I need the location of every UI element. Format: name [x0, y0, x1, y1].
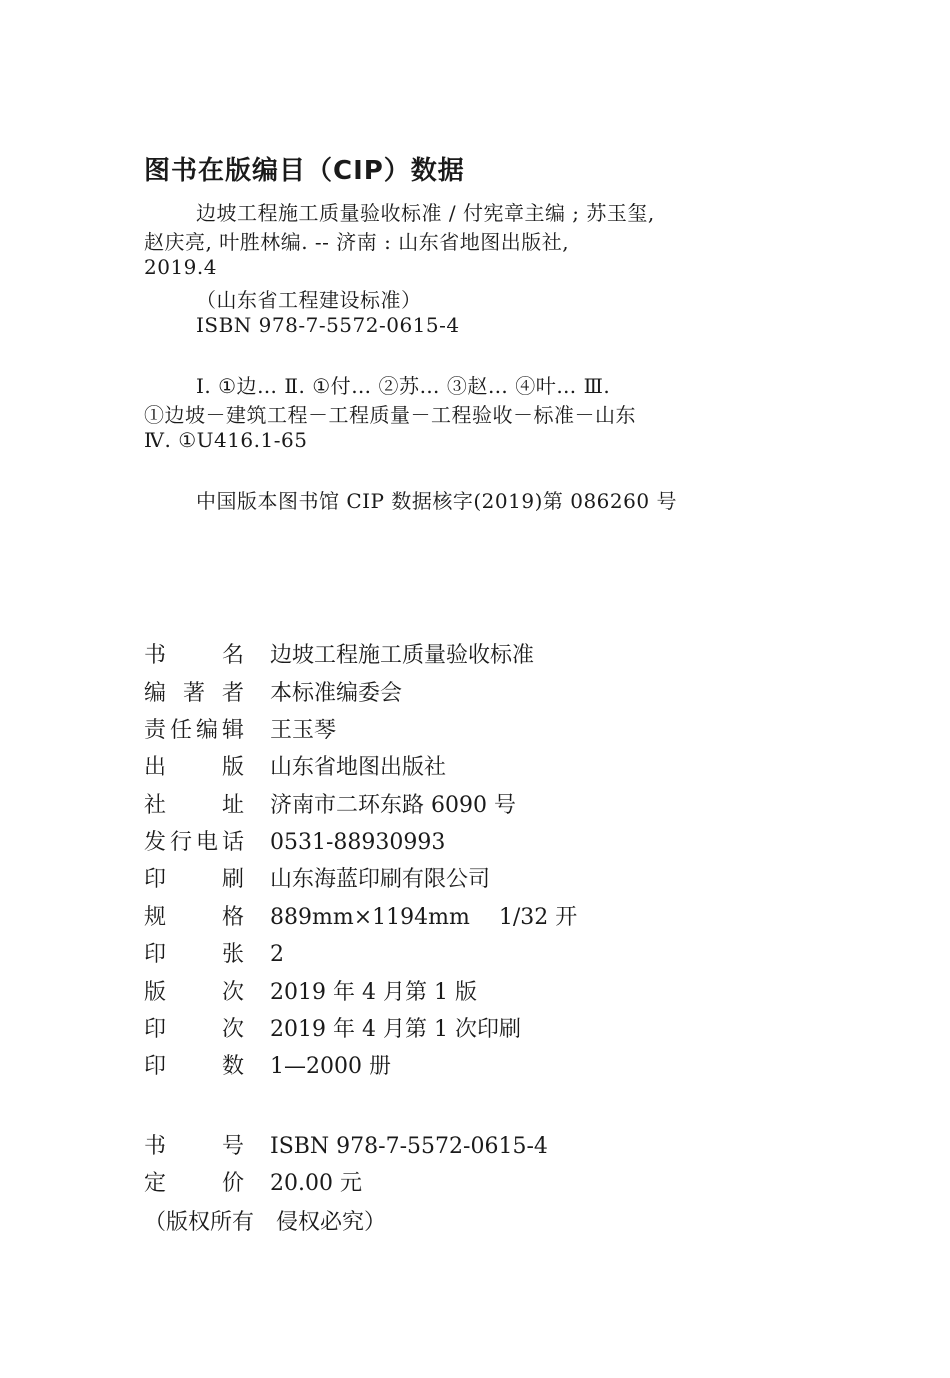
- info-label: [144, 864, 244, 896]
- cip-line: ①边坡－建筑工程－工程质量－工程验收－标准－山东: [144, 403, 636, 427]
- info-label: [144, 752, 244, 784]
- info-label: [144, 1131, 244, 1163]
- info-label-char: 编: [144, 681, 167, 706]
- info-label-char: 格: [221, 905, 244, 930]
- info-label-char: 任: [169, 718, 192, 743]
- info-label: [144, 715, 244, 747]
- info-label-char: 版: [221, 755, 244, 780]
- cip-line: Ⅳ. ①U416.1-65: [144, 428, 308, 452]
- info-label-char: 电: [195, 830, 218, 855]
- info-label-char: 张: [221, 942, 244, 967]
- info-label-char: 定: [144, 1171, 167, 1196]
- info-label-char: 规: [144, 905, 167, 930]
- info-value: 889mm×1194mm 1/32 开: [270, 905, 578, 930]
- info-label-char: 版: [144, 980, 167, 1005]
- info-label-char: 行: [169, 830, 192, 855]
- info-value: 2019 年 4 月第 1 版: [270, 980, 477, 1005]
- info-label-char: 数: [221, 1054, 244, 1079]
- info-value: 济南市二环东路 6090 号: [270, 793, 516, 818]
- info-value: 山东海蓝印刷有限公司: [270, 867, 491, 892]
- info-label-char: 书: [144, 643, 167, 668]
- info-label-char: 出: [144, 755, 167, 780]
- info-value: 20.00 元: [270, 1171, 362, 1196]
- cip-line: 赵庆亮, 叶胜林编. -- 济南 : 山东省地图出版社,: [144, 230, 570, 254]
- info-label-char: 址: [221, 793, 244, 818]
- info-label: [144, 977, 244, 1009]
- info-value: 本标准编委会: [270, 681, 403, 706]
- copyright-notice: （版权所有 侵权必究）: [144, 1210, 387, 1235]
- info-label-char: 刷: [221, 867, 244, 892]
- info-label-char: 印: [144, 867, 167, 892]
- cip-line: 边坡工程施工质量验收标准 / 付宪章主编 ; 苏玉玺,: [196, 201, 655, 225]
- info-value: 王玉琴: [270, 718, 337, 743]
- info-value: 2: [270, 942, 284, 967]
- info-value: 0531-88930993: [270, 830, 446, 855]
- info-label-char: 编: [195, 718, 218, 743]
- info-label-char: 名: [221, 643, 244, 668]
- info-label-char: 话: [221, 830, 244, 855]
- cip-line: 中国版本图书馆 CIP 数据核字(2019)第 086260 号: [196, 489, 677, 513]
- info-value: 1—2000 册: [270, 1054, 391, 1079]
- info-label: [144, 827, 244, 859]
- info-label: [144, 678, 244, 710]
- info-label-char: 责: [144, 718, 167, 743]
- info-value: ISBN 978-7-5572-0615-4: [270, 1134, 548, 1159]
- cip-line: 2019.4: [144, 255, 217, 279]
- info-label-char: 印: [144, 942, 167, 967]
- info-label: [144, 939, 244, 971]
- cip-title: 图书在版编目（CIP）数据: [144, 156, 465, 186]
- info-label-char: 辑: [221, 718, 244, 743]
- info-label-char: 社: [144, 793, 167, 818]
- info-label: [144, 790, 244, 822]
- info-label-char: 印: [144, 1017, 167, 1042]
- info-label: [144, 1168, 244, 1200]
- info-label-char: 价: [221, 1171, 244, 1196]
- info-label-char: 者: [221, 681, 244, 706]
- info-value: 山东省地图出版社: [270, 755, 447, 780]
- info-label-char: 著: [182, 681, 205, 706]
- info-label-char: 次: [221, 1017, 244, 1042]
- info-label-char: 印: [144, 1054, 167, 1079]
- cip-line: ISBN 978-7-5572-0615-4: [196, 313, 460, 337]
- info-value: 边坡工程施工质量验收标准: [270, 643, 535, 668]
- info-label: [144, 640, 244, 672]
- info-value: 2019 年 4 月第 1 次印刷: [270, 1017, 521, 1042]
- info-label-char: 号: [221, 1134, 244, 1159]
- cip-line: Ⅰ. ①边… Ⅱ. ①付… ②苏… ③赵… ④叶… Ⅲ.: [196, 374, 611, 398]
- info-label: [144, 1051, 244, 1083]
- info-label-char: 书: [144, 1134, 167, 1159]
- cip-line: （山东省工程建设标准）: [196, 288, 422, 312]
- info-label-char: 次: [221, 980, 244, 1005]
- info-label-char: 发: [144, 830, 167, 855]
- info-label: [144, 1014, 244, 1046]
- info-label: [144, 902, 244, 934]
